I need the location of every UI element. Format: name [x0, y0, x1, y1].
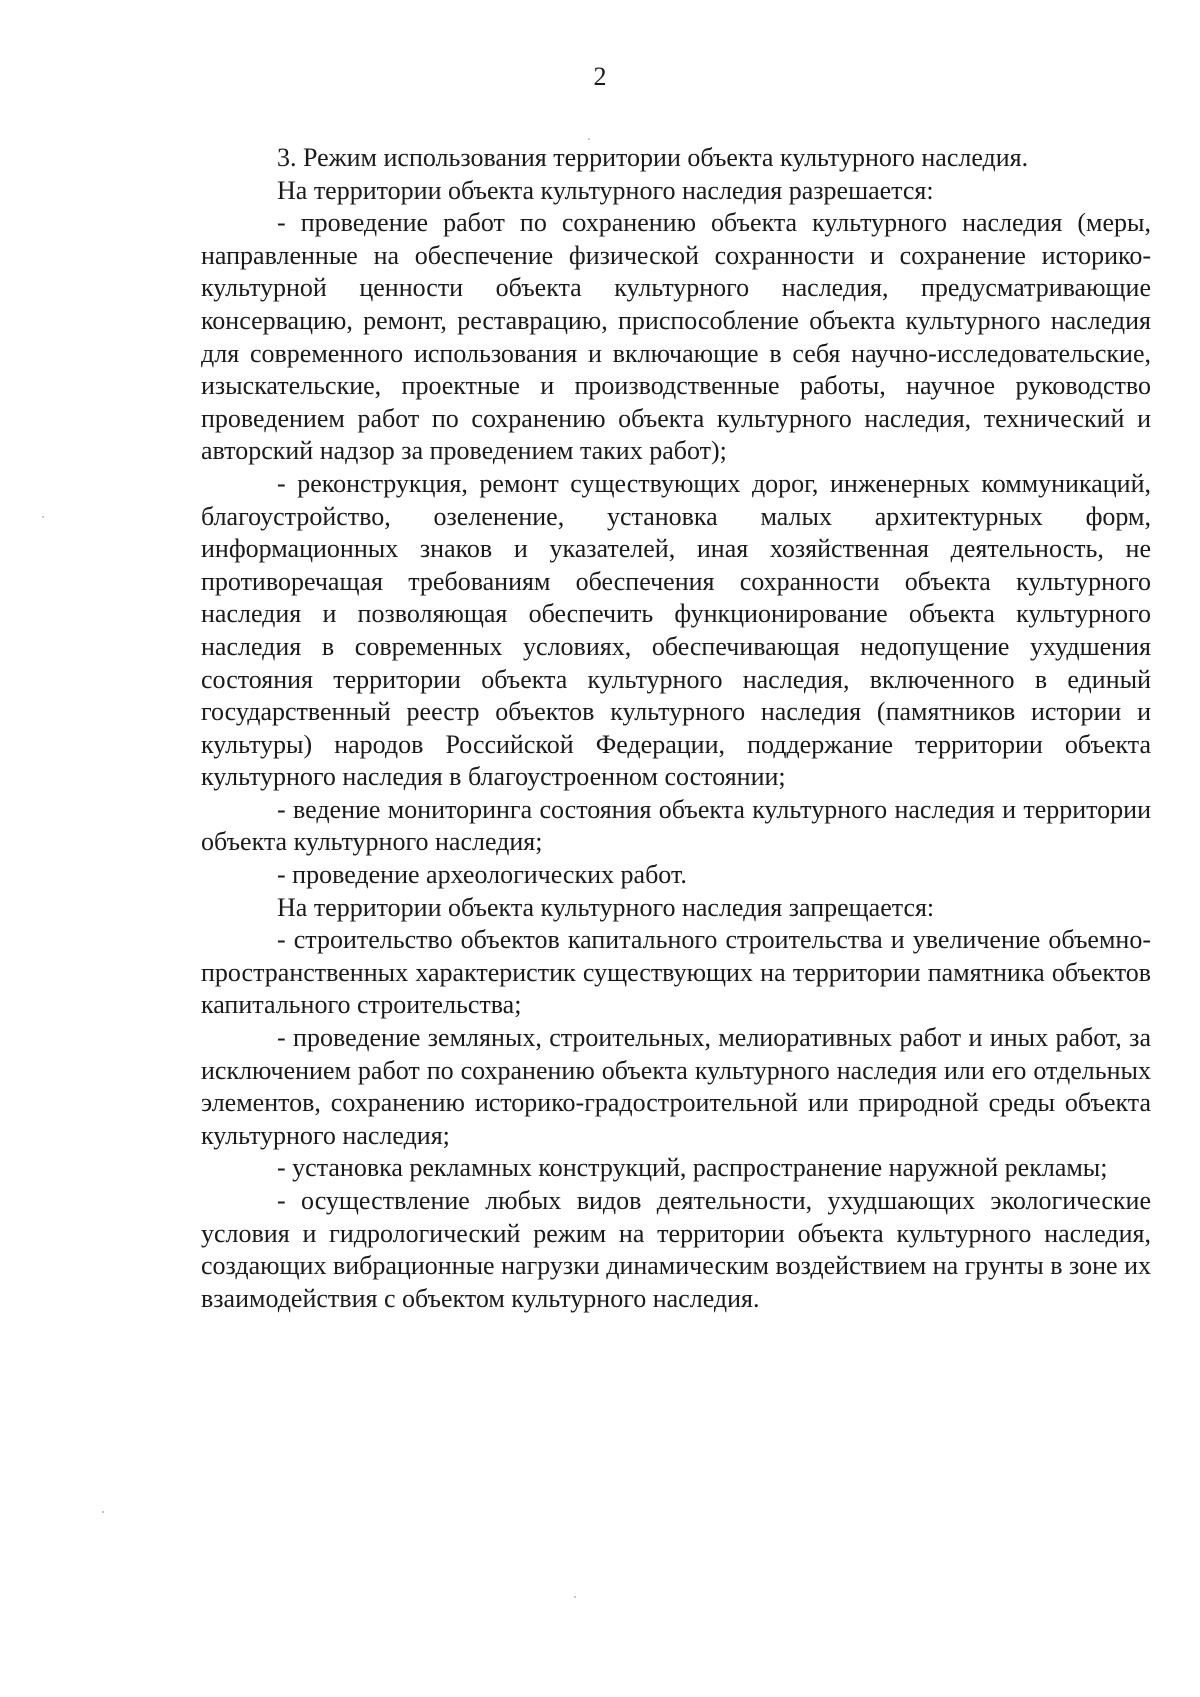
permitted-intro: На территории объекта культурного наследия разрешается: [277, 175, 934, 205]
prohibited-item-earthworks: - проведение земляных, строительных, мелиоративных работ и иных работ, за исключением работ по сохранению объекта культурного наследия или его отдельных элементов, сохранению историко-градостроительной или природной среды объекта культурного наследия; [201, 1023, 1151, 1150]
prohibited-item-advertising: - установка рекламных конструкций, распространение наружной рекламы; [277, 1153, 1108, 1183]
scan-speck [574, 1596, 576, 1598]
page-number: 2 [593, 62, 607, 91]
scan-speck [42, 516, 44, 518]
permitted-item-preservation-works: - проведение работ по сохранению объекта культурного наследия (меры, направленные на обеспечение физической сохранности и сохранение историко-культурной ценности объекта культурного наследия, предусматривающие консервацию, ремонт, реставрацию, приспособление объекта культурного наследия для современного использования и включающие в себя научно-исследовательские, изыскательские, проектные и производственные работы, научное руководство проведением работ по сохранению объекта культурного наследия, технический и авторский надзор за проведением таких работ); [201, 208, 1151, 466]
prohibited-intro: На территории объекта культурного наследия запрещается: [277, 892, 935, 922]
prohibited-item-construction: - строительство объектов капитального строительства и увеличение объемно-пространственных характеристик существующих на территории памятника объектов капитального строительства; [201, 925, 1151, 1020]
scan-speck [102, 1511, 104, 1513]
permitted-item-reconstruction: - реконструкция, ремонт существующих дорог, инженерных коммуникаций, благоустройство, озеленение, установка малых архитектурных форм, информационных знаков и указателей, иная хозяйственная деятельность, не противоречащая требованиям обеспечения сохранности объекта культурного наследия и позволяющая обеспечить функционирование объекта культурного наследия в современных условиях, обеспечивающая недопущение ухудшения состояния территории объекта культурного наследия, включенного в единый государственный реестр объектов культурного наследия (памятников истории и культуры) народов Российской Федерации, поддержание территории объекта культурного наследия в благоустроенном состоянии; [201, 468, 1151, 792]
section-heading: 3. Режим использования территории объекта культурного наследия. [277, 143, 1029, 172]
scan-speck [588, 138, 590, 140]
permitted-item-archaeology: - проведение археологических работ. [277, 860, 687, 890]
permitted-item-monitoring: - ведение мониторинга состояния объекта культурного наследия и территории объекта культурного наследия; [201, 794, 1151, 857]
document-body [201, 142, 1151, 1315]
prohibited-item-harmful-activity: - осуществление любых видов деятельности, ухудшающих экологические условия и гидрологический режим на территории объекта культурного наследия, создающих вибрационные нагрузки динамическим воздействием на грунты в зоне их взаимодействия с объектом культурного наследия. [201, 1186, 1151, 1313]
